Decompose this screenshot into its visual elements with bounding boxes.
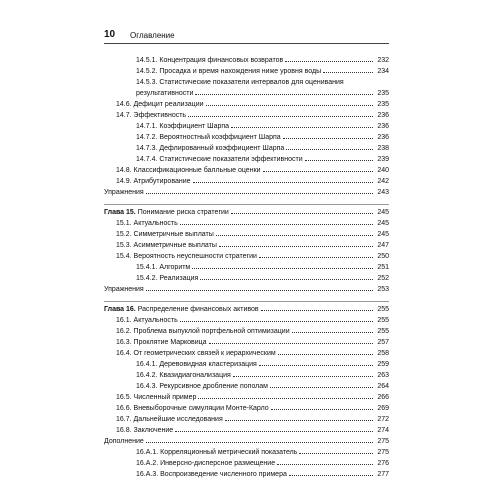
dot-leader [278, 354, 373, 355]
toc-entry-page: 274 [377, 427, 389, 434]
toc-entry-page: 235 [377, 90, 389, 97]
toc-entry[interactable] [104, 165, 389, 176]
toc-entry-number: 15.2. [116, 231, 132, 238]
dot-leader [180, 224, 373, 225]
toc-entry-number: 16.5. [116, 394, 132, 401]
toc-entry-page: 236 [377, 112, 389, 119]
dot-leader [198, 398, 373, 399]
toc-entry-title [116, 240, 217, 251]
toc-chapter-row[interactable] [104, 204, 389, 218]
toc-entry-page: 239 [377, 156, 389, 163]
toc-entry[interactable] [104, 403, 389, 414]
toc-entry-page: 250 [377, 253, 389, 260]
toc-entry-text: Статистические показатели эффективности [159, 156, 303, 163]
toc-entry-title [116, 392, 196, 403]
toc-entry-text: Понимание риска стратегии [137, 209, 229, 216]
toc-entry[interactable] [104, 447, 389, 458]
toc-entry[interactable] [104, 187, 389, 198]
toc-entry-title [116, 165, 261, 176]
toc-entry[interactable] [104, 436, 389, 447]
page-header [104, 29, 389, 41]
toc-entry-page: 272 [377, 416, 389, 423]
toc-entry-title [136, 381, 268, 392]
toc-entry-page: 255 [377, 317, 389, 324]
toc-entry[interactable] [104, 370, 389, 381]
toc-entry[interactable] [104, 143, 389, 154]
dot-leader [175, 431, 373, 432]
dot-leader [323, 72, 373, 73]
dot-leader [261, 310, 373, 311]
dot-leader [271, 409, 373, 410]
toc-entry-title [116, 251, 257, 262]
toc-entry-number: 15.4. [116, 253, 132, 260]
toc-entry[interactable] [104, 381, 389, 392]
dot-leader [146, 290, 373, 291]
dot-leader [206, 105, 373, 106]
toc-entry-text: Вневыборочные симуляции Монте-Карло [133, 405, 269, 412]
toc-entry-title [136, 359, 257, 370]
toc-entry-text: Квазидиагонализация [159, 372, 231, 379]
toc-entry-text: Деревовидная кластеризация [159, 361, 257, 368]
toc-entry[interactable] [104, 240, 389, 251]
toc-entry-text: Актуальность [133, 317, 178, 324]
toc-entry-title [136, 469, 287, 480]
toc-entry-page: 245 [377, 231, 389, 238]
toc-entry-text: Эффективность [133, 112, 187, 119]
toc-entry-number: 14.7.2. [136, 134, 158, 141]
toc-entry-page: 232 [377, 57, 389, 64]
toc-entry-title [136, 77, 344, 88]
toc-entry-title [116, 425, 173, 436]
toc-entry[interactable] [104, 132, 389, 143]
toc-entry-number: 14.5.1. [136, 57, 158, 64]
toc-entry-page: 266 [377, 394, 389, 401]
toc-entry-title [136, 273, 198, 284]
toc-entry[interactable] [104, 218, 389, 229]
toc-entry-number: 16.8. [116, 427, 132, 434]
dot-leader [305, 160, 373, 161]
toc-entry-page: 275 [377, 438, 389, 445]
dot-leader [299, 453, 373, 454]
toc-entry-text-continued: результативности [136, 90, 194, 97]
toc-entry-number: 16.A.3. [136, 471, 159, 478]
toc-entry-text: Заключение [133, 427, 174, 434]
toc-entry-number: 16.3. [116, 339, 132, 346]
toc-entry-number: 14.5.3. [136, 79, 158, 86]
toc-entry-title [116, 110, 186, 121]
dot-leader [231, 127, 373, 128]
toc-entry-number: 16.7. [116, 416, 132, 423]
toc-entry[interactable] [104, 110, 389, 121]
dot-leader [188, 116, 373, 117]
toc-entry-title [136, 132, 281, 143]
dot-leader [270, 387, 373, 388]
toc-entry-page: 255 [377, 306, 389, 313]
toc-entry-text: Коэффициент Шарпа [159, 123, 230, 130]
toc-entry-number: 14.9. [116, 178, 132, 185]
toc-entry-text: Асимметричные выплаты [133, 242, 217, 249]
toc-entry[interactable] [104, 458, 389, 469]
toc-entry-page: 275 [377, 449, 389, 456]
dot-leader [216, 235, 373, 236]
toc-entry-title [136, 55, 283, 66]
toc-entry-page: 264 [377, 383, 389, 390]
dot-leader [209, 343, 373, 344]
toc-entry[interactable] [104, 359, 389, 370]
toc-entry-text: Рекурсивное дробление пополам [159, 383, 268, 390]
table-of-contents [104, 55, 389, 480]
dot-leader [277, 464, 373, 465]
dot-leader [195, 94, 373, 95]
header-divider [104, 43, 389, 44]
dot-leader [146, 442, 373, 443]
toc-entry-number: 15.4.2. [136, 275, 158, 282]
toc-entry-page: 251 [377, 264, 389, 271]
toc-entry[interactable] [104, 315, 389, 326]
toc-entry-text: Алгоритм [159, 264, 191, 271]
toc-entry[interactable] [104, 251, 389, 262]
toc-entry-text: Численный пример [133, 394, 197, 401]
dot-leader [219, 246, 373, 247]
dot-leader [283, 138, 373, 139]
toc-entry-number: 14.7. [116, 112, 132, 119]
toc-entry-number: 14.6. [116, 101, 132, 108]
toc-entry-text: Вероятность неуспешности стратегии [133, 253, 257, 260]
toc-entry-page: 253 [377, 286, 389, 293]
toc-entry-title [116, 403, 269, 414]
toc-entry-text: Дефлированный коэффициент Шарпа [159, 145, 285, 152]
page-title: Оглавление [130, 31, 175, 40]
toc-entry-number: 15.1. [116, 220, 132, 227]
toc-entry-title [116, 337, 207, 348]
toc-entry-title [136, 262, 190, 273]
toc-entry-title [116, 326, 290, 337]
dot-leader [233, 376, 373, 377]
toc-entry-text: Инверсно-дисперсное размещение [160, 460, 276, 467]
toc-entry-page: 236 [377, 134, 389, 141]
toc-entry-text: Концентрация финансовых возвратов [159, 57, 284, 64]
toc-entry-page: 259 [377, 361, 389, 368]
toc-entry-number: 16.4. [116, 350, 132, 357]
chapter-label: Глава 16. [104, 306, 136, 313]
toc-entry-number: 16.4.1. [136, 361, 158, 368]
toc-entry-title [104, 304, 259, 315]
toc-entry-page: 252 [377, 275, 389, 282]
dot-leader [193, 182, 373, 183]
toc-entry-text: Просадка и время нахождения ниже уровня воды [159, 68, 322, 75]
toc-entry[interactable] [104, 284, 389, 295]
dot-leader [180, 321, 373, 322]
toc-entry-title [116, 176, 191, 187]
toc-entry-number: 14.8. [116, 167, 132, 174]
dot-leader [200, 279, 373, 280]
toc-entry-page: 242 [377, 178, 389, 185]
toc-entry-title [116, 99, 204, 110]
toc-entry-text: Корреляционный метрический показатель [160, 449, 298, 456]
toc-entry-title [136, 66, 321, 77]
toc-chapter-row[interactable] [104, 301, 389, 315]
toc-entry-title [104, 207, 229, 218]
toc-entry-page: 255 [377, 328, 389, 335]
toc-entry-text: Распределение финансовых активов [137, 306, 259, 313]
toc-entry-title [116, 414, 223, 425]
chapter-label: Глава 15. [104, 209, 136, 216]
toc-entry-page: 276 [377, 460, 389, 467]
dot-leader [259, 365, 373, 366]
dot-leader [146, 193, 373, 194]
toc-entry[interactable] [104, 326, 389, 337]
toc-entry-page: 245 [377, 220, 389, 227]
toc-entry[interactable] [104, 337, 389, 348]
toc-entry-text: Реализация [159, 275, 199, 282]
toc-entry-page: 277 [377, 471, 389, 478]
toc-entry[interactable] [104, 55, 389, 66]
toc-entry-title [136, 447, 297, 458]
toc-entry-text: Воспроизведение численного примера [160, 471, 287, 478]
toc-entry-number: 16.1. [116, 317, 132, 324]
toc-entry-title [136, 143, 284, 154]
toc-entry-text: Атрибутирование [133, 178, 191, 185]
dot-leader [263, 171, 373, 172]
dot-leader [231, 213, 373, 214]
toc-entry-page: 269 [377, 405, 389, 412]
toc-entry-title [116, 315, 178, 326]
toc-entry-number: 15.4.1. [136, 264, 158, 271]
toc-entry-text: Вероятностный коэффициент Шарпа [159, 134, 281, 141]
toc-entry-number: 14.7.1. [136, 123, 158, 130]
toc-entry-title [104, 187, 144, 198]
toc-entry[interactable] [104, 229, 389, 240]
toc-entry[interactable] [104, 77, 389, 99]
toc-entry-page: 258 [377, 350, 389, 357]
toc-entry-title [116, 218, 178, 229]
toc-entry-text: Дальнейшие исследования [133, 416, 223, 423]
page-number: 10 [104, 29, 116, 40]
toc-entry[interactable] [104, 66, 389, 77]
toc-entry-text: Упражнения [104, 189, 144, 196]
toc-entry-title [136, 370, 231, 381]
toc-entry-text: Актуальность [133, 220, 178, 227]
toc-entry-page: 263 [377, 372, 389, 379]
toc-entry-text: Симметричные выплаты [133, 231, 214, 238]
dot-leader [289, 475, 373, 476]
toc-entry-title [104, 436, 144, 447]
toc-entry[interactable] [104, 348, 389, 359]
toc-entry-page: 243 [377, 189, 389, 196]
toc-entry[interactable] [104, 414, 389, 425]
toc-entry-page: 247 [377, 242, 389, 249]
toc-entry-number: 16.A.1. [136, 449, 159, 456]
toc-entry-title [136, 121, 229, 132]
toc-entry-number: 16.A.2. [136, 460, 159, 467]
toc-entry-number: 16.4.3. [136, 383, 158, 390]
toc-entry-text: Проблема выпуклой портфельной оптимизации [133, 328, 290, 335]
toc-entry-number: 16.6. [116, 405, 132, 412]
toc-entry[interactable] [104, 469, 389, 480]
toc-entry-number: 15.3. [116, 242, 132, 249]
toc-entry[interactable] [104, 425, 389, 436]
toc-entry-title [116, 348, 276, 359]
toc-entry[interactable] [104, 273, 389, 284]
toc-entry-page: 236 [377, 123, 389, 130]
toc-entry-number: 14.5.2. [136, 68, 158, 75]
dot-leader [286, 149, 373, 150]
toc-entry-page: 234 [377, 68, 389, 75]
toc-entry-number: 16.4.2. [136, 372, 158, 379]
toc-entry[interactable] [104, 176, 389, 187]
dot-leader [285, 61, 373, 62]
dot-leader [225, 420, 373, 421]
toc-entry-text: Дополнение [104, 438, 144, 445]
toc-entry-number: 16.2. [116, 328, 132, 335]
toc-entry[interactable] [104, 121, 389, 132]
toc-entry-text: От геометрических связей к иерархическим [133, 350, 276, 357]
toc-entry-number: 14.7.3. [136, 145, 158, 152]
toc-entry-text: Классификационные балльные оценки [133, 167, 261, 174]
toc-entry[interactable] [104, 154, 389, 165]
toc-entry-title [116, 229, 214, 240]
toc-entry-text: Статистические показатели интервалов для оценивания [159, 79, 344, 86]
dot-leader [259, 257, 373, 258]
toc-entry-page: 240 [377, 167, 389, 174]
toc-entry[interactable] [104, 262, 389, 273]
toc-entry-page: 238 [377, 145, 389, 152]
toc-entry-number: 14.7.4. [136, 156, 158, 163]
toc-entry-page: 245 [377, 209, 389, 216]
toc-entry[interactable] [104, 99, 389, 110]
toc-entry-text: Проклятие Марковица [133, 339, 207, 346]
toc-entry-page: 257 [377, 339, 389, 346]
toc-entry-text: Дефицит реализации [133, 101, 204, 108]
toc-entry-title [136, 458, 275, 469]
toc-entry-title [104, 284, 144, 295]
toc-entry[interactable] [104, 392, 389, 403]
toc-entry-title [136, 154, 303, 165]
dot-leader [192, 268, 373, 269]
dot-leader [292, 332, 373, 333]
toc-entry-text: Упражнения [104, 286, 144, 293]
toc-entry-page: 235 [377, 101, 389, 108]
